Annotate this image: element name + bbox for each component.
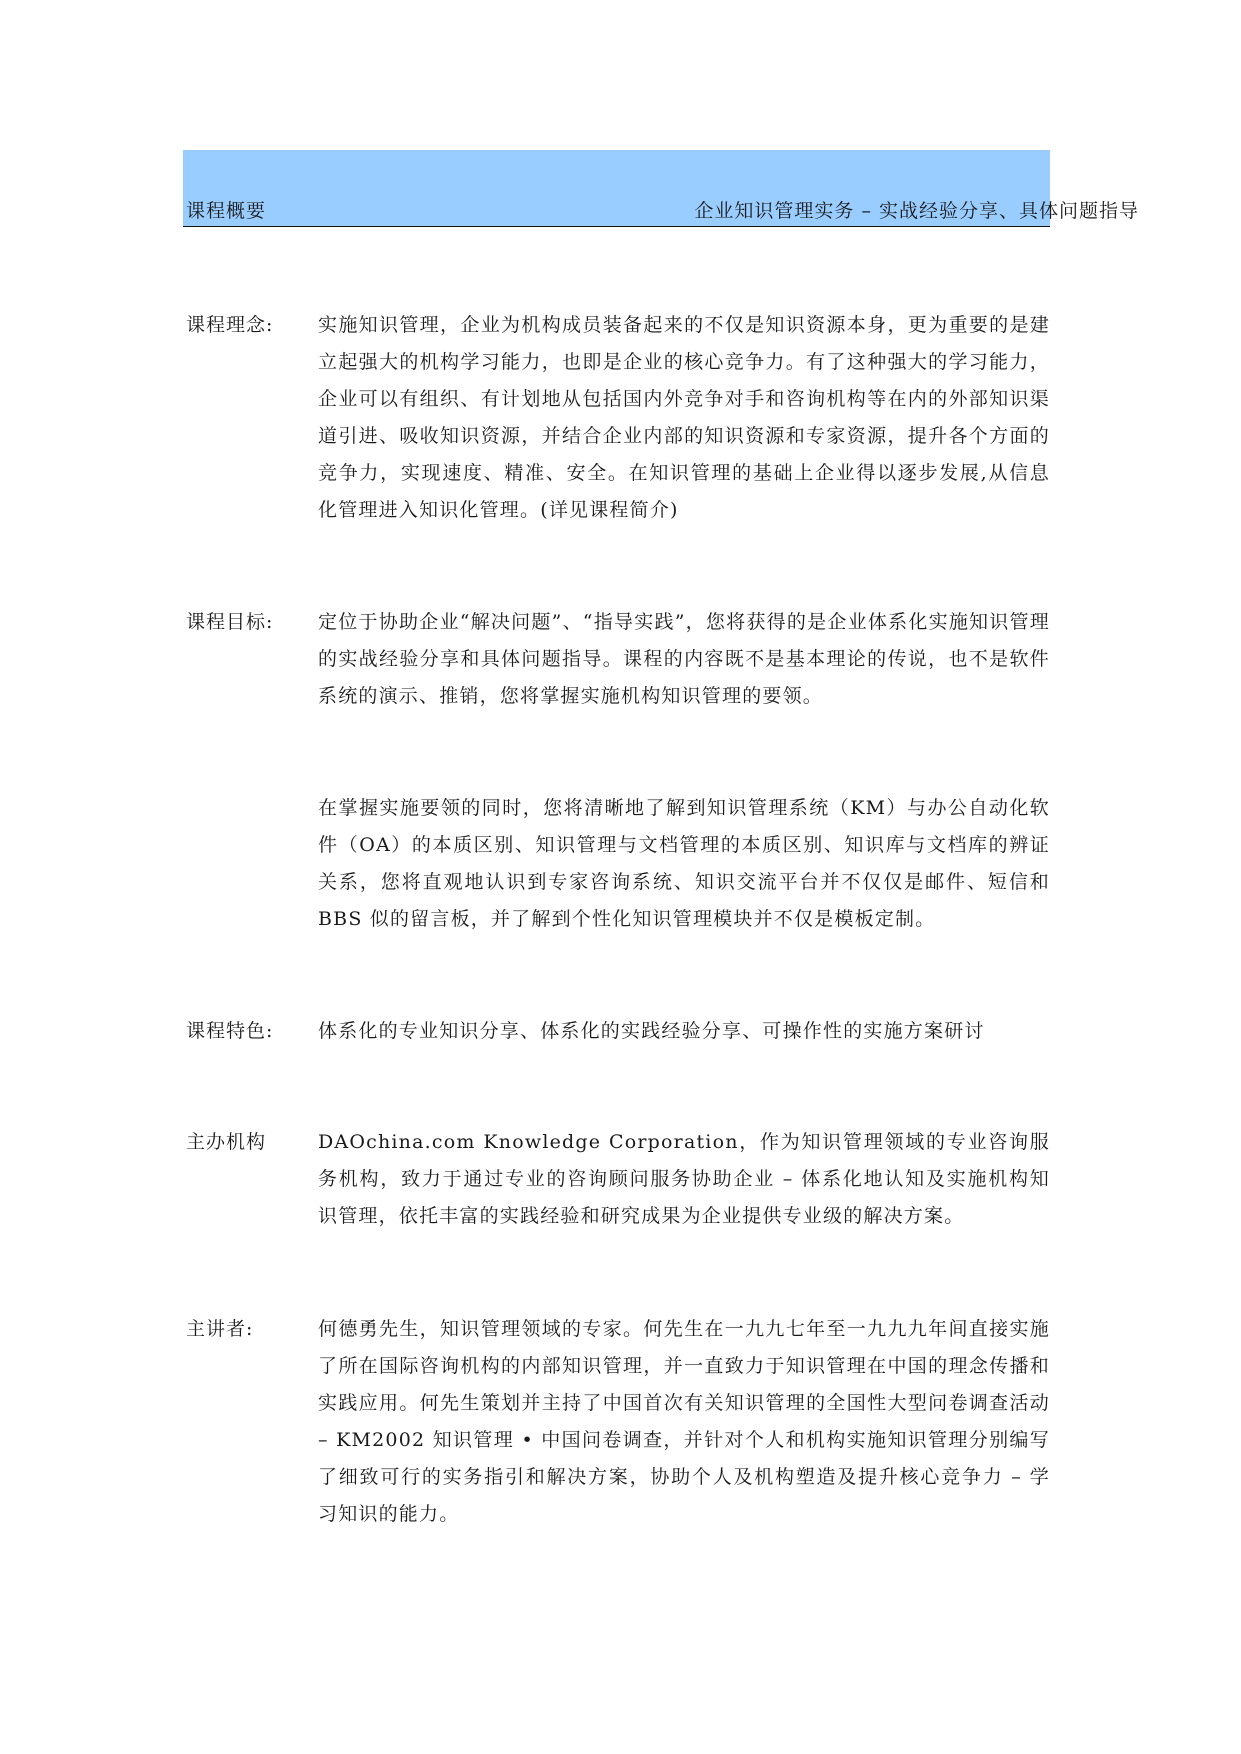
section-label: 主讲者: [186,1318,254,1340]
section-paragraph: 实施知识管理，企业为机构成员装备起来的不仅是知识资源本身，更为重要的是建立起强大的机构学习能力，也即是企业的核心竞争力。有了这种强大的学习能力，企业可以有组织、有计划地从包括国内外竞争对手和咨询机构等在内的外部知识渠道引进、吸收知识资源，并结合企业内部的知识资源和专家资源，提升各个方面的竞争力，实现速度、精准、安全。在知识管理的基础上企业得以逐步发展,从信息化管理进入知识化管理。(详见课程简介) [318,314,1050,521]
section-label: 课程特色: [186,1020,274,1042]
section-paragraph: 何德勇先生，知识管理领域的专家。何先生在一九九七年至一九九九年间直接实施了所在国际咨询机构的内部知识管理，并一直致力于知识管理在中国的理念传播和实践应用。何先生策划并主持了中国首次有关知识管理的全国性大型问卷调查活动 – KM2002 知识管理 • 中国问卷调查，并针对个人和机构实施知识管理分别编写了细致可行的实务指引和解决方案，协助个人及机构塑造及提升核心竞争力 – 学习知识的能力。 [318,1318,1050,1525]
section-paragraph: 在掌握实施要领的同时，您将清晰地了解到知识管理系统（KM）与办公自动化软件（OA）的本质区别、知识管理与文档管理的本质区别、知识库与文档库的辨证关系，您将直观地认识到专家咨询系统、知识交流平台并不仅仅是邮件、短信和 BBS 似的留言板，并了解到个性化知识管理模块并不仅是模板定制。 [318,797,1050,930]
section-label: 课程理念: [186,314,274,336]
section-paragraph: 定位于协助企业“解决问题”、“指导实践”，您将获得的是企业体系化实施知识管理的实战经验分享和具体问题指导。课程的内容既不是基本理论的传说，也不是软件系统的演示、推销，您将掌握实施机构知识管理的要领。 [318,611,1050,707]
section-label: 主办机构 [186,1131,267,1153]
header-left-title: 课程概要 [186,200,267,222]
section-label: 课程目标: [186,611,274,633]
section-paragraph: 体系化的专业知识分享、体系化的实践经验分享、可操作性的实施方案研讨 [318,1020,985,1042]
header-right-title: 企业知识管理实务 – 实战经验分享、具体问题指导 [694,200,1139,222]
section-paragraph: DAOchina.com Knowledge Corporation，作为知识管理领域的专业咨询服务机构，致力于通过专业的咨询顾问服务协助企业 – 体系化地认知及实施机构知识管理，依托丰富的实践经验和研究成果为企业提供专业级的解决方案。 [318,1131,1050,1227]
